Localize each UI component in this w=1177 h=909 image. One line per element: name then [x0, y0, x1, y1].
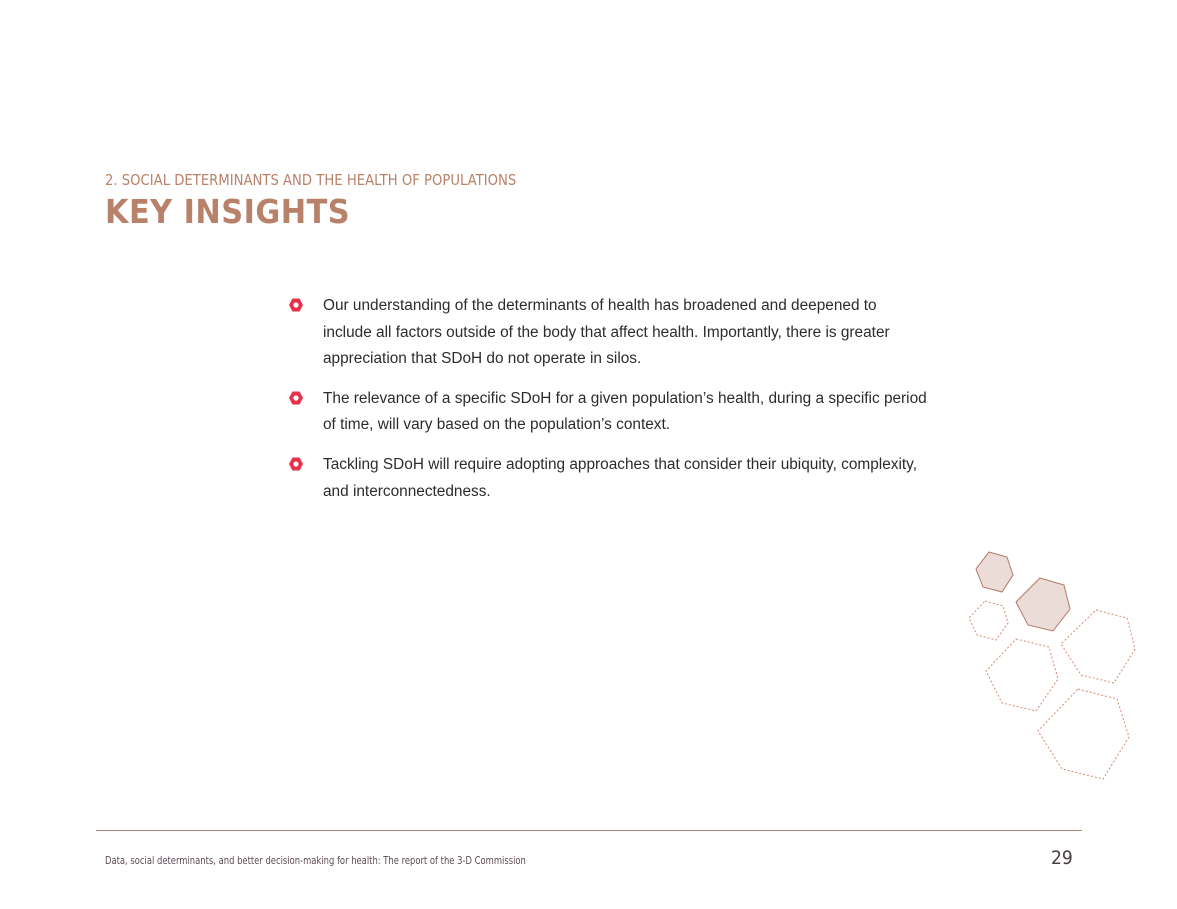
insight-item: [287, 293, 927, 373]
page-number: 29: [1051, 847, 1073, 869]
insight-item: [287, 386, 927, 439]
key-insights-list: [287, 293, 927, 518]
insight-text: Our understanding of the determinants of health has broadened and deepened to include all factors outside of the body that affect health. Importantly, there is greater appreciation that SDoH do not operate in silos.: [323, 297, 890, 368]
hexagon-bullet-icon: [288, 456, 304, 472]
page-title: KEY INSIGHTS: [105, 192, 351, 231]
footer-divider: [96, 830, 1082, 831]
hexagon-shape: [976, 552, 1013, 592]
hexagon-bullet-icon: [288, 390, 304, 406]
insight-item: [287, 452, 927, 505]
hexagon-shape: [986, 639, 1058, 711]
hexagon-shape: [1038, 689, 1129, 779]
section-label: 2. SOCIAL DETERMINANTS AND THE HEALTH OF POPULATIONS: [105, 171, 517, 189]
insight-text: Tackling SDoH will require adopting approaches that consider their ubiquity, complexity, and interconnectedness.: [323, 455, 917, 500]
insight-text: The relevance of a specific SDoH for a given population’s health, during a specific period of time, will vary based on the population’s context.: [323, 389, 927, 434]
hexagon-cluster-icon: [960, 545, 1145, 790]
hexagon-shape: [1016, 578, 1070, 631]
hexagon-bullet-icon: [288, 297, 304, 313]
footer-report-title: Data, social determinants, and better decision-making for health: The report of the 3-D Commission: [105, 855, 526, 867]
hexagon-shape: [1061, 610, 1135, 683]
hexagon-shape: [969, 601, 1008, 640]
